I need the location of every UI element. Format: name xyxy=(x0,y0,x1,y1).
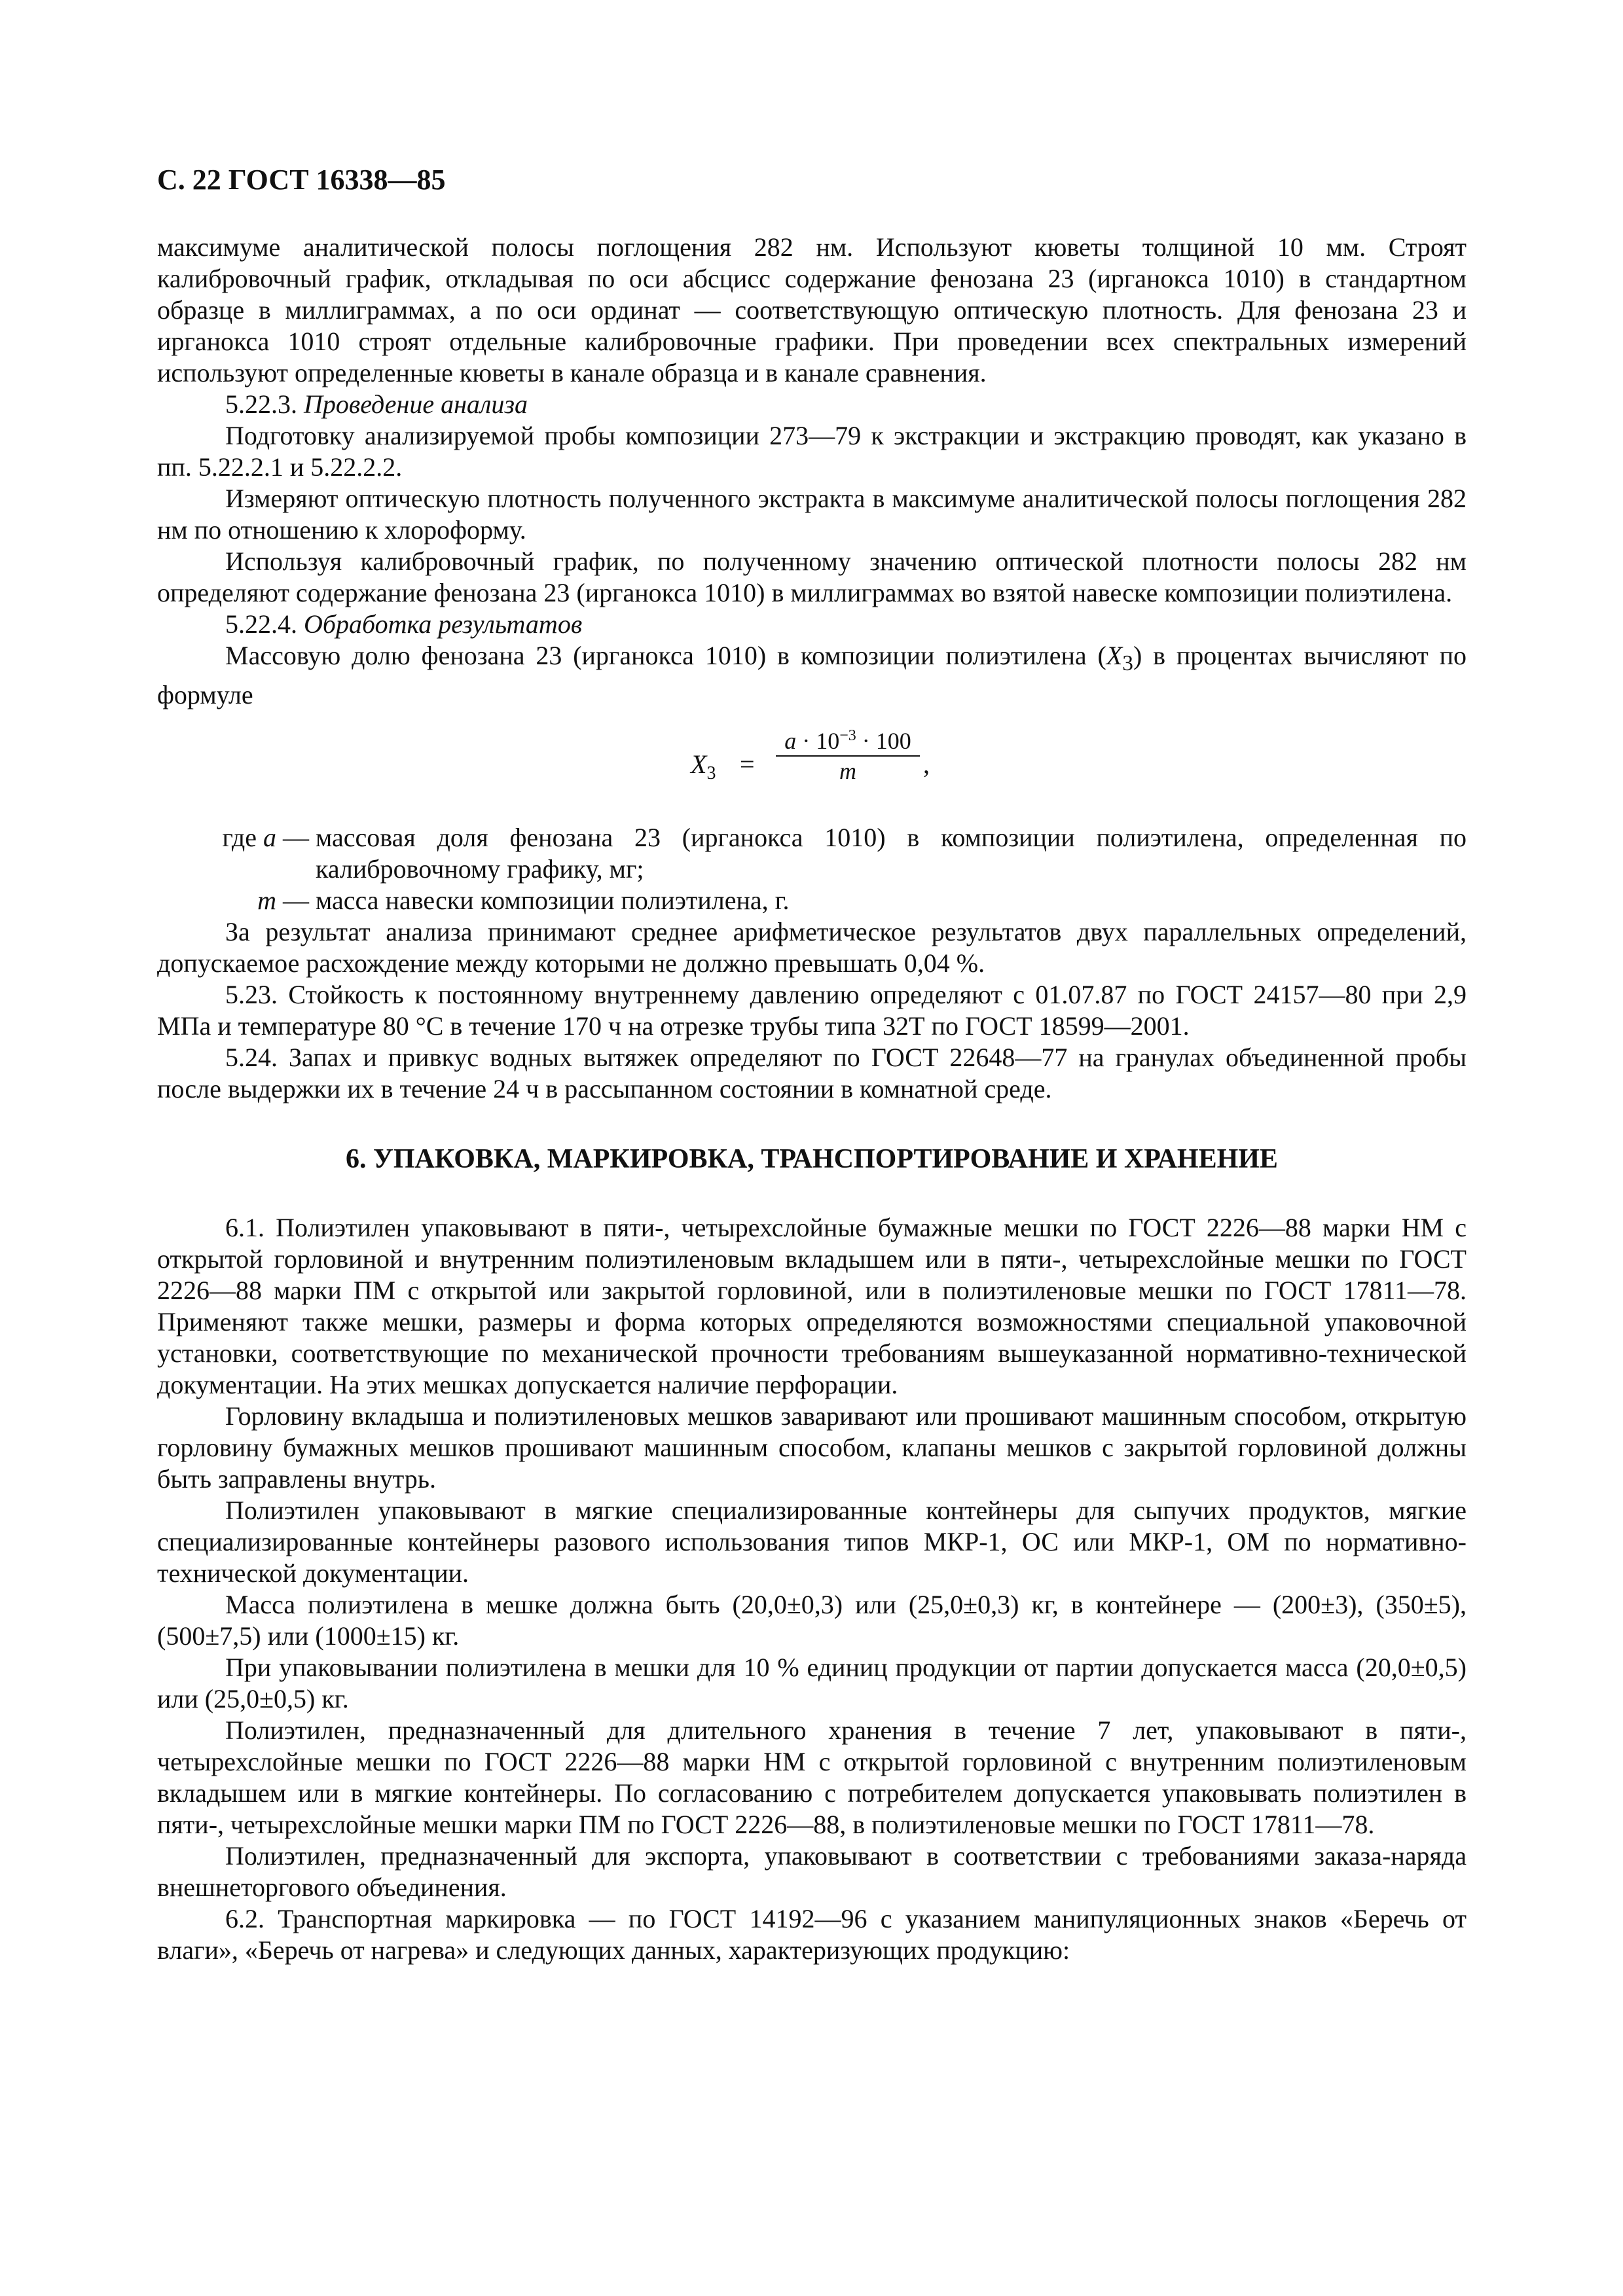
paragraph: Измеряют оптическую плотность полученного экстракта в максимуме аналитической полосы поглощения 282 нм по отношению к хлороформу. xyxy=(157,484,1467,545)
formula xyxy=(157,721,1467,819)
formula-numerator xyxy=(776,721,920,757)
legend-row-m xyxy=(157,885,1467,916)
text-run: ) в процентах вычисляют по формуле xyxy=(157,641,1467,709)
paragraph: За результат анализа принимают среднее арифметическое результатов двух параллельных определений, допускаемое расхождение между которыми не должно превышать 0,04 %. xyxy=(157,917,1467,978)
formula-text: · 100 xyxy=(856,728,911,754)
document-page xyxy=(157,164,1467,1966)
legend-variable: a xyxy=(263,823,276,852)
paragraph: 5.24. Запах и привкус водных вытяжек определяют по ГОСТ 22648—77 на гранулах объединенной пробы после выдержки их в течение 24 ч в рассыпанном состоянии в комнатной среде. xyxy=(157,1043,1467,1103)
formula-exponent: −3 xyxy=(839,727,856,744)
subsection-number: 5.22.4. xyxy=(225,609,297,639)
text-run: Массовую долю фенозана 23 (ирганокса 1010) в композиции полиэтилена ( xyxy=(225,641,1106,670)
formula-fraction xyxy=(776,721,920,785)
legend-term xyxy=(157,822,309,885)
legend-description: массовая доля фенозана 23 (ирганокса 1010) в композиции полиэтилена, определенная по калибровочному графику, мг; xyxy=(316,823,1467,884)
subscript: 3 xyxy=(1122,651,1133,675)
formula-text: · 10 xyxy=(796,728,840,754)
formula-variable: a xyxy=(784,728,797,754)
paragraph: максимуме аналитической полосы поглощения 282 нм. Используют кюветы толщиной 10 мм. Строят калибровочный график, откладывая по оси абсцисс содержание фенозана 23 (ирганокса 1010) в стандартном образце в миллиграммах, а по оси ординат — соответствующую оптическую плотность. Для фенозана 23 и ирганокса 1010 строят отдельные калибровочные графики. При проведении всех спектральных измерений используют определенные кюветы в канале образца и в канале сравнения. xyxy=(157,232,1467,387)
formula-variable: X xyxy=(691,749,707,779)
formula-legend xyxy=(157,822,1467,916)
paragraph: Полиэтилен, предназначенный для экспорта, упаковывают в соответствии с требованиями заказа-наряда внешнеторгового объединения. xyxy=(157,1841,1467,1902)
paragraph: Горловину вкладыша и полиэтиленовых мешков заваривают или прошивают машинным способом, открытую горловину бумажных мешков прошивают машинным способом, клапаны мешков с закрытой горловиной должны быть заправлены внутрь. xyxy=(157,1401,1467,1494)
paragraph: Подготовку анализируемой пробы композиции 273—79 к экстракции и экстракцию проводят, как указано в пп. 5.22.2.1 и 5.22.2.2. xyxy=(157,421,1467,482)
formula-comma: , xyxy=(923,749,930,779)
paragraph: 6.2. Транспортная маркировка — по ГОСТ 14192—96 с указанием манипуляционных знаков «Беречь от влаги», «Беречь от нагрева» и следующих данных, характеризующих продукцию: xyxy=(157,1904,1467,1965)
subsection-title: Проведение анализа xyxy=(304,389,528,419)
legend-prefix: где xyxy=(222,823,257,852)
page-header: С. 22 ГОСТ 16338—85 xyxy=(157,164,446,196)
paragraph: При упаковывании полиэтилена в мешки для 10 % единиц продукции от партии допускается масса (20,0±0,5) или (25,0±0,5) кг. xyxy=(157,1653,1467,1713)
paragraph: Масса полиэтилена в мешке должна быть (20,0±0,3) или (25,0±0,3) кг, в контейнере — (200±3), (350±5), (500±7,5) или (1000±15) кг. xyxy=(157,1590,1467,1651)
legend-dash: — xyxy=(276,823,309,852)
formula-lhs xyxy=(691,749,716,789)
variable: X xyxy=(1106,641,1123,670)
formula-subscript: 3 xyxy=(706,763,716,783)
formula-denominator: m xyxy=(839,758,856,784)
subsection-heading-5-22-3 xyxy=(157,389,1467,420)
paragraph: 5.23. Стойкость к постоянному внутреннему давлению определяют с 01.07.87 по ГОСТ 24157—80 при 2,9 МПа и температуре 80 °С в течение 170 ч на отрезке трубы типа 32Т по ГОСТ 18599—2001. xyxy=(157,980,1467,1041)
legend-description: масса навески композиции полиэтилена, г. xyxy=(316,886,790,915)
paragraph: 6.1. Полиэтилен упаковывают в пяти-, четырехслойные бумажные мешки по ГОСТ 2226—88 марки НМ с открытой горловиной и внутренним полиэтиленовым вкладышем или в пяти-, четырехслойные мешки по ГОСТ 2226—88 марки ПМ с открытой или закрытой горловиной, или в полиэтиленовые мешки по ГОСТ 17811—78. Применяют также мешки, размеры и форма которых определяются возможностями специальной упаковочной установки, соответствующие по механической прочности требованиям вышеуказанной нормативно-технической документации. На этих мешках допускается наличие перфорации. xyxy=(157,1213,1467,1399)
legend-variable: m xyxy=(257,886,276,915)
paragraph: Полиэтилен, предназначенный для длительного хранения в течение 7 лет, упаковывают в пяти-, четырехслойные мешки по ГОСТ 2226—88 марки НМ с открытой горловиной с внутренним полиэтиленовым вкладышем или в мягкие контейнеры. По согласованию с потребителем допускается упаковывать полиэтилен в пяти-, четырехслойные мешки марки ПМ по ГОСТ 2226—88, в полиэтиленовые мешки по ГОСТ 17811—78. xyxy=(157,1715,1467,1839)
formula-equals: = xyxy=(740,749,755,779)
legend-term xyxy=(157,885,309,916)
paragraph-formula-intro xyxy=(157,640,1467,711)
subsection-number: 5.22.3. xyxy=(225,389,297,419)
legend-dash: — xyxy=(276,886,309,915)
subsection-title: Обработка результатов xyxy=(304,609,583,639)
section-title: 6. УПАКОВКА, МАРКИРОВКА, ТРАНСПОРТИРОВАНИЕ И ХРАНЕНИЕ xyxy=(346,1144,1278,1174)
paragraph: Полиэтилен упаковывают в мягкие специализированные контейнеры для сыпучих продуктов, мягкие специализированные контейнеры разового использования типов МКР-1, ОС или МКР-1, ОМ по нормативно-технической документации. xyxy=(157,1496,1467,1588)
subsection-heading-5-22-4 xyxy=(157,609,1467,640)
paragraph: Используя калибровочный график, по полученному значению оптической плотности полосы 282 нм определяют содержание фенозана 23 (ирганокса 1010) в миллиграммах во взятой навеске композиции полиэтилена. xyxy=(157,547,1467,607)
legend-row-a xyxy=(157,822,1467,885)
